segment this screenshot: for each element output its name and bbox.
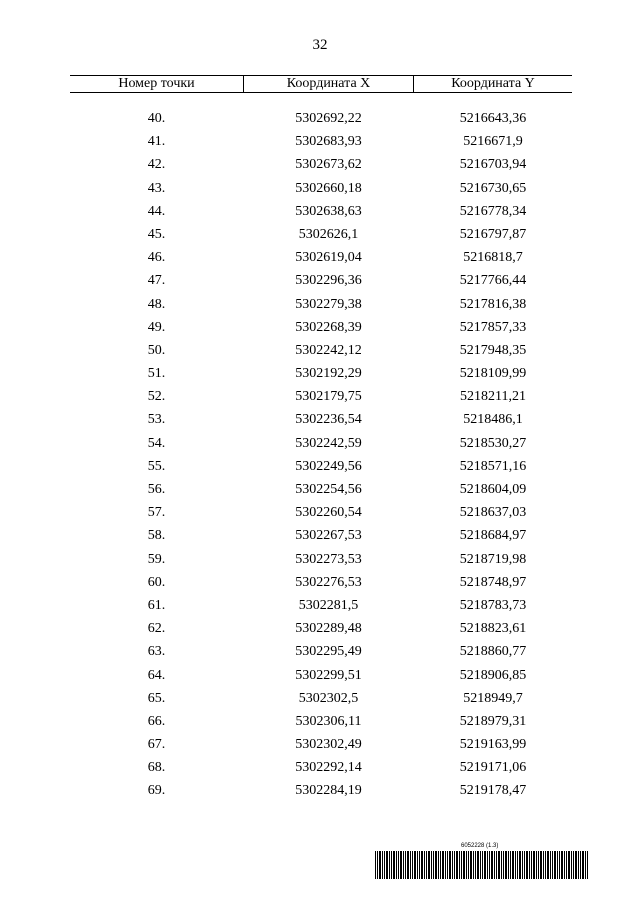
cell-coordinate-y: 5218783,73 [459,597,527,613]
cell-coordinate-y: 5216797,87 [459,226,527,242]
barcode-bar [489,851,490,879]
barcode-bar [524,851,525,879]
table-row [70,204,572,227]
cell-coordinate-x: 5302692,22 [295,111,362,126]
table-row [70,528,572,551]
table-row [70,691,572,714]
cell-point-number: 59. [147,551,166,567]
table-row [70,273,572,296]
cell-coordinate-y: 5216730,65 [459,180,527,196]
cell-point-number: 50. [147,342,166,358]
cell-point-number: 48. [147,296,166,312]
barcode-bar [431,851,432,879]
barcode-bar [428,851,430,879]
cell-coordinate-x: 5302260,54 [295,505,362,521]
cell-coordinate-y: 5218719,98 [459,551,527,567]
cell-coordinate-x: 5302249,56 [295,458,362,474]
cell-point-number: 53. [147,412,166,428]
barcode-bar [379,851,381,879]
barcode-bar [566,851,567,879]
barcode-bar [407,851,409,879]
barcode-bar [510,851,511,879]
barcode-bar [529,851,530,879]
barcode-bar [522,851,523,879]
cell-point-number: 47. [147,273,166,289]
cell-coordinate-y: 5217948,35 [459,342,527,358]
barcode-bar [477,851,479,879]
cell-coordinate-x: 5302295,49 [295,644,362,660]
barcode-bar [498,851,500,879]
cell-coordinate-y: 5219171,06 [459,760,527,776]
barcode-bar [547,851,549,879]
cell-point-number: 44. [147,203,166,219]
table-row [70,343,572,366]
barcode-bar [445,851,446,879]
barcode-bar [412,851,413,879]
cell-coordinate-x: 5302638,63 [295,203,362,219]
cell-coordinate-x: 5302302,5 [298,690,359,706]
barcode-bar [554,851,556,879]
barcode-image [375,851,591,879]
cell-point-number: 45. [147,226,166,242]
cell-coordinate-y: 5218486,1 [463,412,523,428]
barcode-bar [398,851,399,879]
cell-coordinate-x: 5302242,59 [295,435,362,451]
barcode-bar [482,851,483,879]
barcode-bar [400,851,402,879]
barcode-caption: 6052228 (1.3) [461,843,499,849]
cell-point-number: 42. [147,157,166,173]
barcode-bar [480,851,481,879]
table-row [70,737,572,760]
barcode-bar [538,851,539,879]
table-row [70,621,572,644]
table-row [70,575,572,598]
cell-point-number: 56. [147,482,166,497]
table-row [70,157,572,180]
barcode-bar [568,851,570,879]
barcode-bar [424,851,425,879]
barcode-bar [438,851,439,879]
barcode-bar [550,851,551,879]
cell-coordinate-y: 5218684,97 [459,528,527,544]
barcode-bar [473,851,474,879]
cell-coordinate-y: 5218109,99 [459,366,527,382]
barcode-bar [456,851,458,879]
cell-coordinate-x: 5302279,38 [295,296,362,312]
barcode-bar [461,851,462,879]
cell-point-number: 58. [147,528,166,544]
barcode-bar [403,851,404,879]
barcode-block [375,843,591,879]
cell-coordinate-x: 5302254,56 [295,482,362,497]
table-row [70,436,572,459]
cell-coordinate-x: 5302619,04 [295,250,362,266]
cell-coordinate-y: 5217816,38 [459,296,527,312]
table-row [70,505,572,528]
barcode-bar [484,851,486,879]
page-number: 32 [312,37,328,53]
barcode-bar [389,851,390,879]
barcode-bar [410,851,411,879]
barcode-bar [433,851,434,879]
cell-coordinate-x: 5302289,48 [295,621,362,637]
cell-coordinate-x: 5302267,53 [295,528,362,544]
barcode-bar [501,851,502,879]
barcode-bar [466,851,467,879]
cell-coordinate-y: 5217857,33 [459,319,527,335]
barcode-bar [508,851,509,879]
cell-point-number: 62. [147,621,166,637]
barcode-bar [377,851,378,879]
barcode-bar [536,851,537,879]
cell-coordinate-y: 5219178,47 [459,783,527,799]
cell-point-number: 41. [147,134,166,150]
table-row [70,134,572,157]
table-row [70,598,572,621]
cell-point-number: 51. [147,366,166,382]
barcode-bar [557,851,558,879]
cell-point-number: 46. [147,250,166,266]
table-row [70,366,572,389]
barcode-bar [447,851,448,879]
barcode-bar [419,851,420,879]
barcode-bar [540,851,542,879]
cell-coordinate-y: 5216703,94 [459,157,527,173]
cell-coordinate-x: 5302299,51 [295,667,362,683]
barcode-bar [426,851,427,879]
table-row [70,714,572,737]
cell-point-number: 57. [147,505,166,521]
barcode-bar [384,851,385,879]
cell-coordinate-x: 5302626,1 [298,226,359,242]
cell-coordinate-x: 5302276,53 [295,574,362,590]
cell-coordinate-x: 5302179,75 [295,389,362,405]
barcode-bar [454,851,455,879]
barcode-bar [519,851,521,879]
barcode-bar [582,851,584,879]
cell-coordinate-y: 5216643,36 [459,111,527,126]
cell-coordinate-y: 5218979,31 [459,713,527,729]
barcode-bar [449,851,451,879]
table-row [70,181,572,204]
barcode-bar [573,851,574,879]
table-row [70,783,572,806]
barcode-bar [396,851,397,879]
barcode-bar [391,851,392,879]
barcode-bar [440,851,441,879]
barcode-bar [575,851,577,879]
barcode-bar [505,851,507,879]
table-row [70,760,572,783]
table-row [70,227,572,250]
cell-coordinate-y: 5218604,09 [459,482,527,497]
cell-point-number: 43. [147,180,166,196]
cell-coordinate-x: 5302281,5 [298,597,359,613]
barcode-bar [405,851,406,879]
cell-coordinate-y: 5218571,16 [459,458,527,474]
barcode-bar [531,851,532,879]
barcode-bar [578,851,579,879]
cell-coordinate-y: 5218823,61 [459,621,527,637]
barcode-bar [587,851,588,879]
cell-coordinate-y: 5216778,34 [459,203,527,219]
barcode-bar [421,851,423,879]
table-row [70,320,572,343]
header-point-number: Номер точки [118,76,195,91]
barcode-bar [386,851,388,879]
barcode-bar [494,851,495,879]
barcode-bar [559,851,560,879]
barcode-bar [564,851,565,879]
barcode-bar [470,851,472,879]
barcode-bar [515,851,516,879]
table-row [70,389,572,412]
cell-point-number: 60. [147,574,166,590]
table-row [70,482,572,505]
cell-point-number: 66. [147,713,166,729]
cell-coordinate-x: 5302236,54 [295,412,362,428]
cell-point-number: 69. [147,783,166,799]
cell-coordinate-x: 5302284,19 [295,783,362,799]
cell-coordinate-x: 5302306,11 [295,713,362,729]
cell-point-number: 55. [147,458,166,474]
cell-coordinate-x: 5302242,12 [295,342,362,358]
cell-coordinate-y: 5218748,97 [459,574,527,590]
cell-coordinate-x: 5302192,29 [295,366,362,382]
cell-coordinate-y: 5216818,7 [463,250,523,266]
cell-coordinate-x: 5302268,39 [295,319,362,335]
coordinates-table [70,75,572,807]
cell-coordinate-y: 5218637,03 [459,505,527,521]
cell-coordinate-y: 5218211,21 [460,389,526,405]
table-row [70,297,572,320]
cell-point-number: 61. [147,597,166,613]
barcode-bar [487,851,488,879]
table-row [70,552,572,575]
cell-point-number: 65. [147,690,166,706]
barcode-bar [468,851,469,879]
barcode-bar [561,851,563,879]
barcode-bar [503,851,504,879]
cell-coordinate-y: 5218949,7 [463,690,523,706]
barcode-bar [580,851,581,879]
barcode-bar [414,851,416,879]
cell-coordinate-y: 5219163,99 [459,737,527,753]
cell-coordinate-y: 5218860,77 [459,644,527,660]
table-row [70,111,572,134]
cell-coordinate-x: 5302273,53 [295,551,362,567]
table-row [70,459,572,482]
barcode-bar [545,851,546,879]
cell-coordinate-x: 5302683,93 [295,134,362,150]
barcode-bar [475,851,476,879]
barcode-bar [375,851,376,879]
barcode-bar [585,851,586,879]
table-row [70,668,572,691]
barcode-bar [533,851,535,879]
cell-coordinate-y: 5218530,27 [459,435,527,451]
table-row [70,250,572,273]
cell-coordinate-x: 5302660,18 [295,180,362,196]
barcode-bar [417,851,418,879]
cell-point-number: 67. [147,737,166,753]
cell-coordinate-x: 5302296,36 [295,273,362,289]
barcode-bar [442,851,444,879]
barcode-bar [496,851,497,879]
barcode-bar [552,851,553,879]
cell-coordinate-x: 5302292,14 [295,760,362,776]
table-body [70,111,572,807]
cell-point-number: 68. [147,760,166,776]
cell-coordinate-x: 5302673,62 [295,157,362,173]
cell-coordinate-y: 5218906,85 [459,667,527,683]
barcode-bar [393,851,395,879]
barcode-bar [452,851,453,879]
barcode-bar [435,851,437,879]
cell-coordinate-y: 5216671,9 [463,134,523,150]
cell-coordinate-x: 5302302,49 [295,737,362,753]
table-row [70,644,572,667]
barcode-bar [526,851,528,879]
cell-point-number: 64. [147,667,166,683]
cell-coordinate-y: 5217766,44 [459,273,527,289]
cell-point-number: 63. [147,644,166,660]
barcode-bar [543,851,544,879]
header-coordinate-x: Координата X [243,76,414,92]
barcode-bar [382,851,383,879]
table-row [70,412,572,435]
barcode-bar [512,851,514,879]
barcode-bar [491,851,493,879]
cell-point-number: 49. [147,319,166,335]
barcode-bar [459,851,460,879]
header-coordinate-y: Координата Y [451,76,535,91]
barcode-bar [463,851,465,879]
table-header [70,75,572,93]
cell-point-number: 52. [147,389,166,405]
cell-point-number: 54. [147,435,166,451]
barcode-bar [517,851,518,879]
barcode-bar [571,851,572,879]
cell-point-number: 40. [147,111,166,126]
